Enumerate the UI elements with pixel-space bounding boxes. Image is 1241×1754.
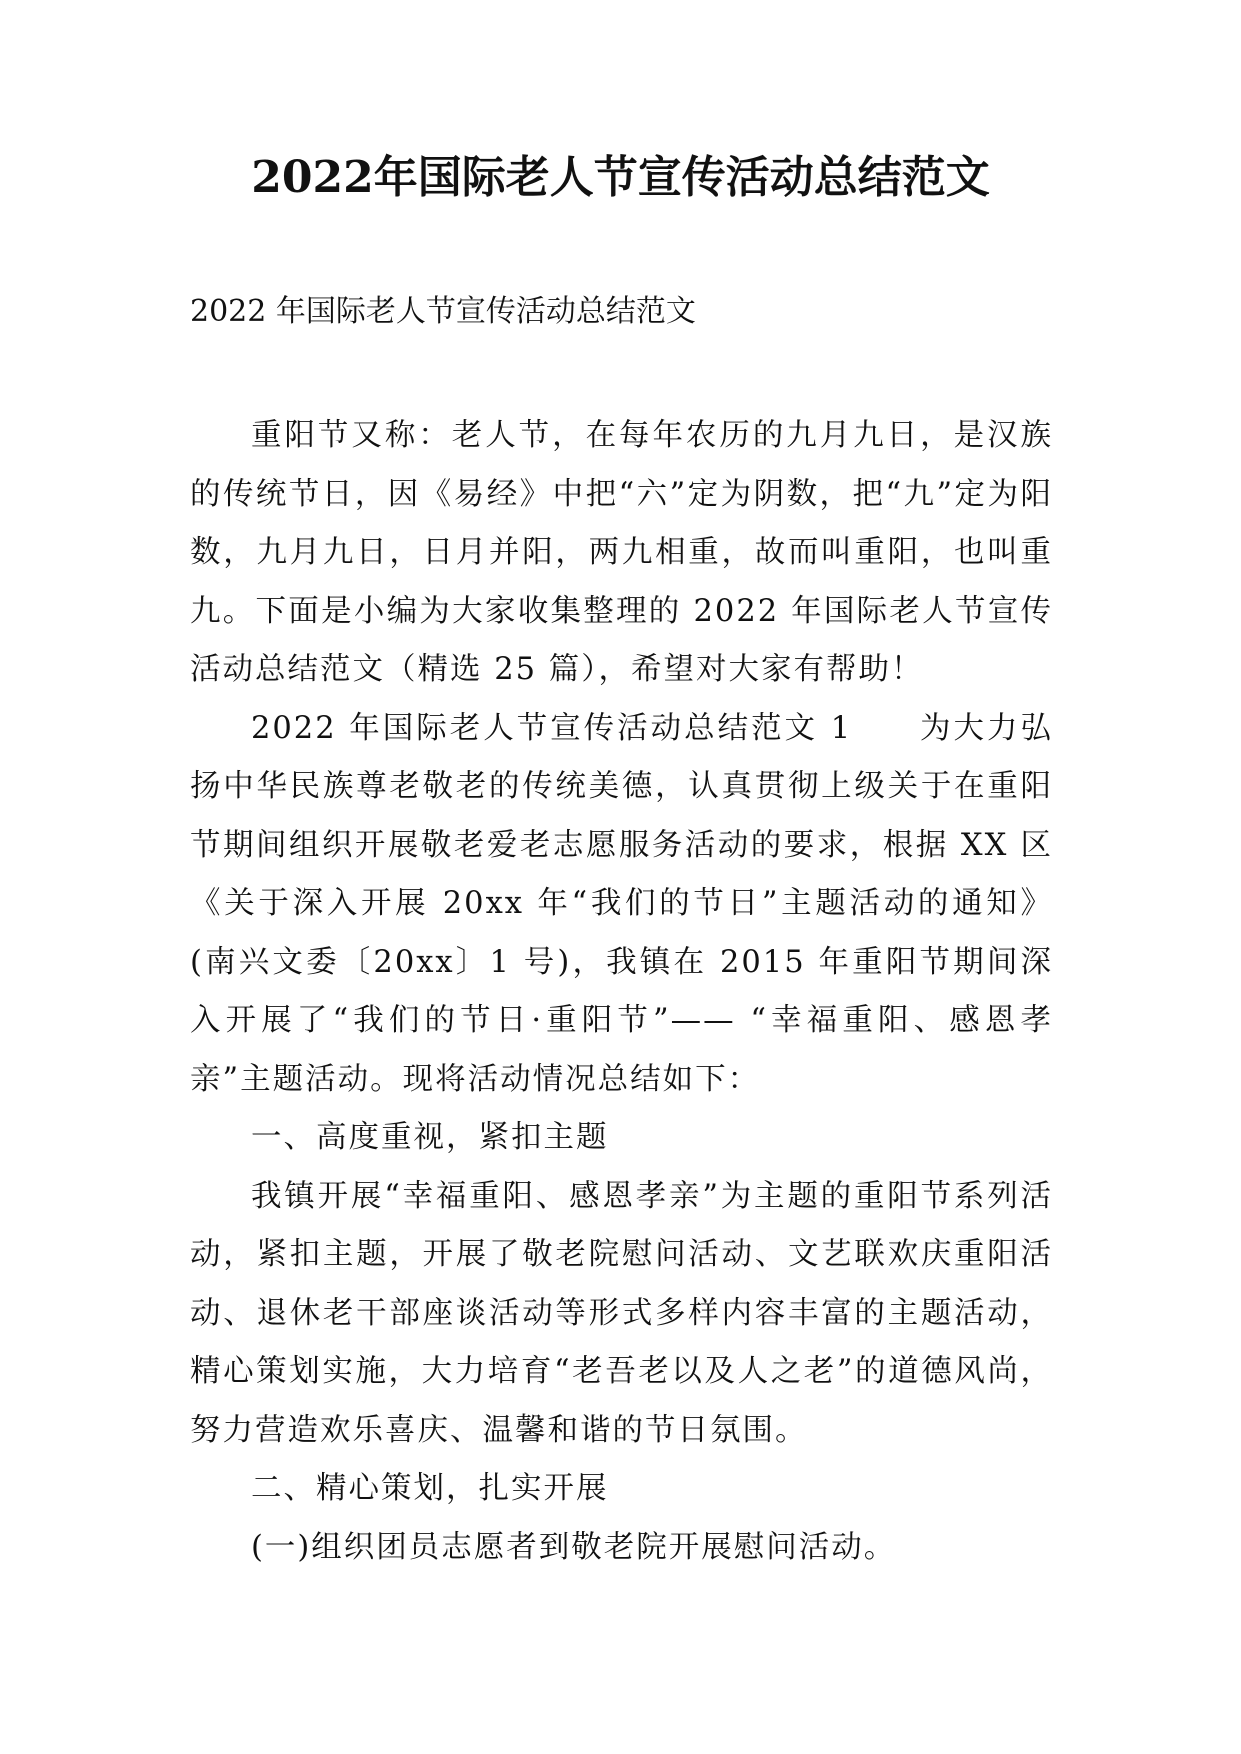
list-item-1: (一)组织团员志愿者到敬老院开展慰问活动。 bbox=[251, 1529, 897, 1565]
document-body bbox=[190, 407, 1053, 1577]
document-title: 2022年国际老人节宣传活动总结范文 bbox=[251, 152, 990, 203]
document-subtitle: 2022 年国际老人节宣传活动总结范文 bbox=[190, 294, 696, 329]
section-heading-2: 二、精心策划，扎实开展 bbox=[251, 1471, 609, 1506]
article-1-paragraph: 2022 年国际老人节宣传活动总结范文 1 为大力弘扬中华民族尊老敬老的传统美德，认真贯彻上级关于在重阳节期间组织开展敬老爱老志愿服务活动的要求，根据 XX 区《关于深入开展 20xx 年“我们的节日”主题活动的通知》(南兴文委〔20xx〕1 号)，我镇在 2015 年重阳节期间深入开展了“我们的节日·重阳节”—— “幸福重阳、感恩孝亲”主题活动。现将活动情况总结如下： bbox=[190, 710, 1053, 1097]
intro-paragraph: 重阳节又称：老人节，在每年农历的九月九日，是汉族的传统节日，因《易经》中把“六”定为阴数，把“九”定为阳数，九月九日，日月并阳，两九相重，故而叫重阳，也叫重九。下面是小编为大家收集整理的 2022 年国际老人节宣传活动总结范文（精选 25 篇），希望对大家有帮助！ bbox=[190, 418, 1053, 687]
section-heading-1: 一、高度重视，紧扣主题 bbox=[251, 1120, 609, 1155]
section-1-paragraph: 我镇开展“幸福重阳、感恩孝亲”为主题的重阳节系列活动，紧扣主题，开展了敬老院慰问活动、文艺联欢庆重阳活动、退休老干部座谈活动等形式多样内容丰富的主题活动，精心策划实施，大力培育“老吾老以及人之老”的道德风尚，努力营造欢乐喜庆、温馨和谐的节日氛围。 bbox=[190, 1178, 1053, 1448]
